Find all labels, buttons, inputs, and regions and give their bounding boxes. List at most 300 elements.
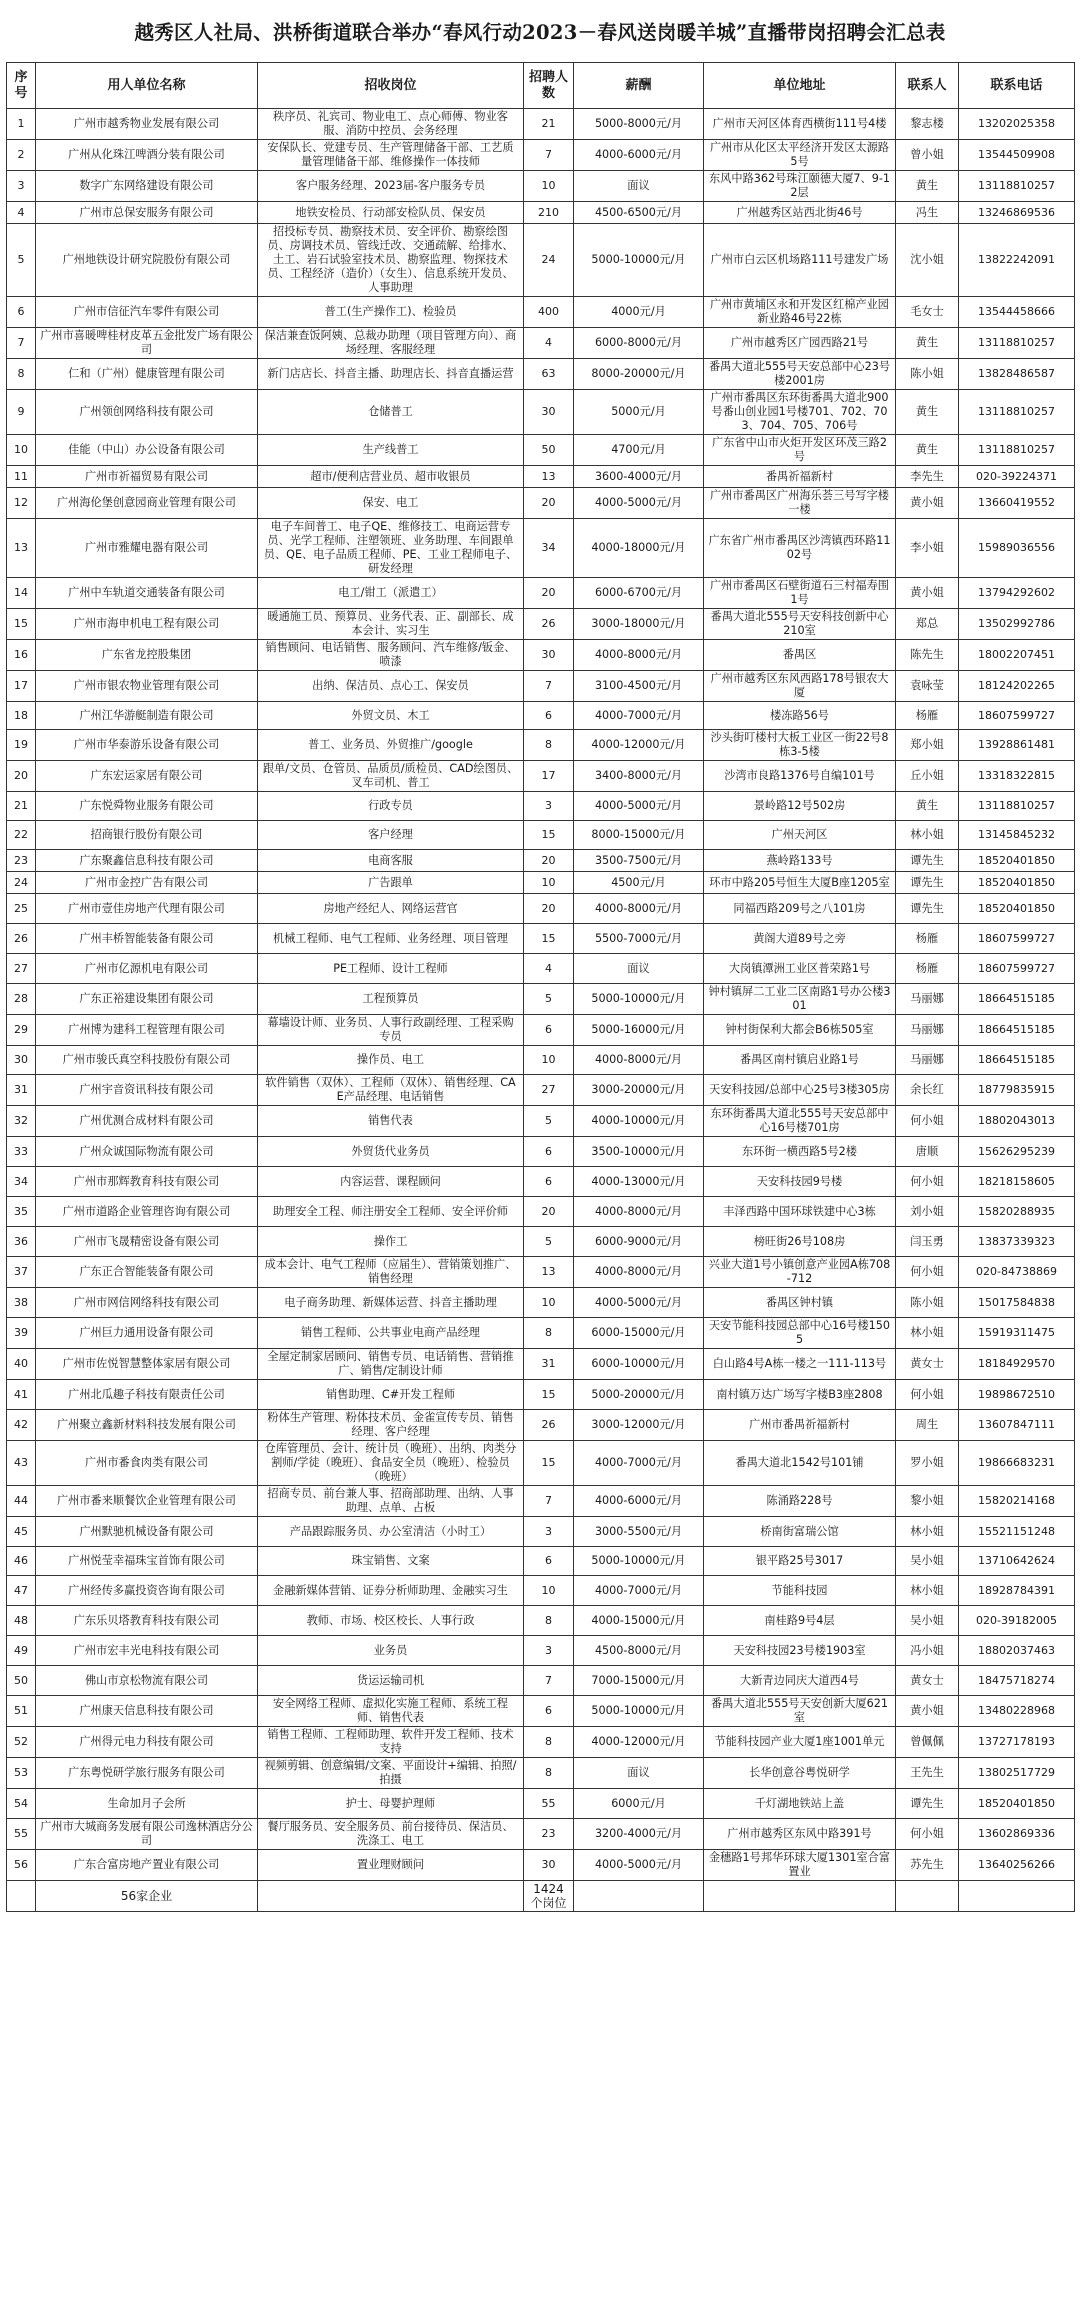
cell-positions: 产品跟踪服务员、办公室清洁（小时工）: [258, 1517, 524, 1547]
cell-phone: 15017584838: [959, 1288, 1075, 1318]
cell-positions: 置业理财顾问: [258, 1850, 524, 1881]
cell-address: 广州越秀区站西北街46号: [704, 202, 896, 224]
cell-positions: 暖通施工员、预算员、业务代表、正、副部长、成本会计、实习生: [258, 609, 524, 640]
cell-positions: 护士、母婴护理师: [258, 1789, 524, 1819]
cell-address: 兴业大道1号小镇创意产业园A栋708-712: [704, 1257, 896, 1288]
cell-index: 8: [7, 359, 36, 390]
cell-company: 广东粤悦研学旅行服务有限公司: [36, 1758, 258, 1789]
cell-index: 4: [7, 202, 36, 224]
cell-headcount: 8: [524, 1727, 574, 1758]
cell-company: 广州市华泰游乐设备有限公司: [36, 730, 258, 761]
cell-phone: 13822242091: [959, 224, 1075, 297]
cell-phone: 13660419552: [959, 488, 1075, 519]
cell-phone: 18607599727: [959, 924, 1075, 954]
cell-phone: 13145845232: [959, 821, 1075, 850]
header-salary: 薪酬: [574, 63, 704, 109]
cell-headcount: 4: [524, 954, 574, 984]
cell-salary: 4000-8000元/月: [574, 1257, 704, 1288]
table-row: [7, 1789, 1075, 1819]
cell-positions: 电商客服: [258, 850, 524, 872]
cell-index: 3: [7, 171, 36, 202]
table-row: [7, 466, 1075, 488]
table-row: [7, 872, 1075, 894]
cell-company: 广东正裕建设集团有限公司: [36, 984, 258, 1015]
cell-address: 番禺区钟村镇: [704, 1288, 896, 1318]
cell-address: 东环街一横西路5号2楼: [704, 1137, 896, 1167]
cell-company: 招商银行股份有限公司: [36, 821, 258, 850]
cell-phone: 15820288935: [959, 1197, 1075, 1227]
cell-headcount: 15: [524, 821, 574, 850]
table-row: [7, 761, 1075, 792]
cell-contact: 王先生: [896, 1758, 959, 1789]
cell-positions: 外贸文员、木工: [258, 702, 524, 730]
cell-positions: 销售代表: [258, 1106, 524, 1137]
cell-company: 生命加月子会所: [36, 1789, 258, 1819]
cell-index: 47: [7, 1576, 36, 1606]
cell-phone: 18607599727: [959, 702, 1075, 730]
cell-positions: 全屋定制家居顾问、销售专员、电话销售、营销推广、销售/定制设计师: [258, 1349, 524, 1380]
cell-phone: 020-39224371: [959, 466, 1075, 488]
cell-headcount: 20: [524, 894, 574, 924]
cell-address: 大岗镇潭洲工业区普荣路1号: [704, 954, 896, 984]
cell-address: 番禺区: [704, 640, 896, 671]
cell-contact: 黄生: [896, 328, 959, 359]
cell-headcount: 15: [524, 1441, 574, 1486]
cell-phone: 13828486587: [959, 359, 1075, 390]
cell-positions: 金融新媒体营销、证券分析师助理、金融实习生: [258, 1576, 524, 1606]
table-row: [7, 1075, 1075, 1106]
table-row: [7, 1666, 1075, 1696]
cell-index: 7: [7, 328, 36, 359]
cell-positions: 货运运输司机: [258, 1666, 524, 1696]
table-row: [7, 730, 1075, 761]
cell-headcount: 20: [524, 850, 574, 872]
cell-phone: 18184929570: [959, 1349, 1075, 1380]
table-row: [7, 1441, 1075, 1486]
cell-contact: 马丽娜: [896, 984, 959, 1015]
table-header-row: [7, 63, 1075, 109]
cell-headcount: 55: [524, 1789, 574, 1819]
cell-index: 18: [7, 702, 36, 730]
cell-headcount: 26: [524, 1410, 574, 1441]
cell-index: 53: [7, 1758, 36, 1789]
cell-index: 45: [7, 1517, 36, 1547]
cell-salary: 5000-8000元/月: [574, 109, 704, 140]
cell-phone: 020-84738869: [959, 1257, 1075, 1288]
cell-index: 33: [7, 1137, 36, 1167]
cell-index: 50: [7, 1666, 36, 1696]
cell-company: 广东聚鑫信息科技有限公司: [36, 850, 258, 872]
cell-index: 12: [7, 488, 36, 519]
cell-address: 金穗路1号邦华环球大厦1301室合富置业: [704, 1850, 896, 1881]
cell-company: 广州默驰机械设备有限公司: [36, 1517, 258, 1547]
table-row: [7, 702, 1075, 730]
table-row: [7, 1636, 1075, 1666]
cell-salary: 4000-7000元/月: [574, 1576, 704, 1606]
cell-salary: 6000元/月: [574, 1789, 704, 1819]
cell-phone: 18802037463: [959, 1636, 1075, 1666]
cell-headcount: 50: [524, 435, 574, 466]
cell-contact: 李先生: [896, 466, 959, 488]
cell-positions: 销售工程师、公共事业电商产品经理: [258, 1318, 524, 1349]
cell-contact: 林小姐: [896, 1318, 959, 1349]
cell-phone: 13802517729: [959, 1758, 1075, 1789]
cell-company: 广东合富房地产置业有限公司: [36, 1850, 258, 1881]
cell-phone: 13607847111: [959, 1410, 1075, 1441]
cell-contact: 李小姐: [896, 519, 959, 578]
cell-salary: 6000-9000元/月: [574, 1227, 704, 1257]
cell-index: 56: [7, 1850, 36, 1881]
table-row: [7, 1576, 1075, 1606]
cell-contact: 谭先生: [896, 1789, 959, 1819]
cell-salary: 面议: [574, 1758, 704, 1789]
header-address: 单位地址: [704, 63, 896, 109]
cell-phone: 15919311475: [959, 1318, 1075, 1349]
table-row: [7, 359, 1075, 390]
cell-company: 广州博为建科工程管理有限公司: [36, 1015, 258, 1046]
cell-phone: 13480228968: [959, 1696, 1075, 1727]
table-row: [7, 488, 1075, 519]
table-row: [7, 1257, 1075, 1288]
cell-contact: 冯小姐: [896, 1636, 959, 1666]
cell-salary: 3200-4000元/月: [574, 1819, 704, 1850]
cell-headcount: 63: [524, 359, 574, 390]
cell-index: 15: [7, 609, 36, 640]
cell-company: 广州巨力通用设备有限公司: [36, 1318, 258, 1349]
table-row: [7, 1850, 1075, 1881]
cell-company: 广东正合智能装备有限公司: [36, 1257, 258, 1288]
cell-phone: 18664515185: [959, 1015, 1075, 1046]
cell-company: 广州优测合成材料有限公司: [36, 1106, 258, 1137]
cell-address: 环市中路205号恒生大厦B座1205室: [704, 872, 896, 894]
cell-headcount: 30: [524, 390, 574, 435]
table-row: [7, 850, 1075, 872]
cell-index: 55: [7, 1819, 36, 1850]
cell-index: 29: [7, 1015, 36, 1046]
cell-address: 广东省广州市番禺区沙湾镇西环路1102号: [704, 519, 896, 578]
cell-salary: 面议: [574, 954, 704, 984]
table-row: [7, 1486, 1075, 1517]
cell-headcount: 8: [524, 730, 574, 761]
cell-company: 广州领创网络科技有限公司: [36, 390, 258, 435]
table-row: [7, 954, 1075, 984]
cell-phone: 13602869336: [959, 1819, 1075, 1850]
table-row: [7, 1758, 1075, 1789]
cell-contact: 刘小姐: [896, 1197, 959, 1227]
cell-address: 广州市越秀区东风西路178号银农大厦: [704, 671, 896, 702]
cell-headcount: 6: [524, 1696, 574, 1727]
cell-phone: 13502992786: [959, 609, 1075, 640]
cell-headcount: 3: [524, 1636, 574, 1666]
table-row: [7, 1015, 1075, 1046]
cell-positions: 仓储普工: [258, 390, 524, 435]
cell-salary: 5000元/月: [574, 390, 704, 435]
cell-contact: 黄女士: [896, 1666, 959, 1696]
cell-contact: 郑总: [896, 609, 959, 640]
cell-phone: 13118810257: [959, 328, 1075, 359]
cell-salary: 4000-5000元/月: [574, 488, 704, 519]
cell-index: 5: [7, 224, 36, 297]
cell-salary: 4000-6000元/月: [574, 140, 704, 171]
cell-phone: 18802043013: [959, 1106, 1075, 1137]
cell-contact: 杨雁: [896, 702, 959, 730]
cell-headcount: 24: [524, 224, 574, 297]
cell-salary: 4000-5000元/月: [574, 1288, 704, 1318]
cell-address: 广州市番禺祈福新村: [704, 1410, 896, 1441]
cell-address: 东环街番禺大道北555号天安总部中心16号楼701房: [704, 1106, 896, 1137]
header-phone: 联系电话: [959, 63, 1075, 109]
table-row: [7, 1046, 1075, 1075]
cell-positions: 销售工程师、工程师助理、软件开发工程师、技术支持: [258, 1727, 524, 1758]
table-row: [7, 984, 1075, 1015]
cell-company: 广州江华游艇制造有限公司: [36, 702, 258, 730]
cell-salary: 4500-6500元/月: [574, 202, 704, 224]
cell-headcount: 20: [524, 1197, 574, 1227]
table-row: [7, 1727, 1075, 1758]
cell-headcount: 8: [524, 1318, 574, 1349]
cell-headcount: 6: [524, 1015, 574, 1046]
cell-address: 沙头街叮楼村大板工业区一街22号8栋3-5楼: [704, 730, 896, 761]
footer-blank: [959, 1881, 1075, 1912]
cell-company: 广州市壹佳房地产代理有限公司: [36, 894, 258, 924]
cell-address: 燕岭路133号: [704, 850, 896, 872]
cell-headcount: 26: [524, 609, 574, 640]
cell-index: 37: [7, 1257, 36, 1288]
cell-salary: 4000-10000元/月: [574, 1106, 704, 1137]
cell-positions: 视频剪辑、创意编辑/文案、平面设计+编辑、拍照/拍摄: [258, 1758, 524, 1789]
footer-position-total: 1424个岗位: [524, 1881, 574, 1912]
cell-address: 番禺区南村镇启业路1号: [704, 1046, 896, 1075]
cell-phone: 18124202265: [959, 671, 1075, 702]
cell-phone: 15626295239: [959, 1137, 1075, 1167]
cell-address: 广州市白云区机场路111号建发广场: [704, 224, 896, 297]
cell-address: 同福西路209号之八101房: [704, 894, 896, 924]
cell-company: 广州市金控广告有限公司: [36, 872, 258, 894]
cell-address: 榜旺街26号108房: [704, 1227, 896, 1257]
table-row: [7, 578, 1075, 609]
table-row: [7, 297, 1075, 328]
cell-phone: 15820214168: [959, 1486, 1075, 1517]
cell-index: 52: [7, 1727, 36, 1758]
cell-salary: 3400-8000元/月: [574, 761, 704, 792]
cell-positions: 业务员: [258, 1636, 524, 1666]
cell-positions: 仓库管理员、会计、统计员（晚班）、出纳、肉类分割师/学徒（晚班）、食品安全员（晚班）、检验员（晚班）: [258, 1441, 524, 1486]
cell-headcount: 31: [524, 1349, 574, 1380]
table-row: [7, 1819, 1075, 1850]
cell-contact: 何小姐: [896, 1819, 959, 1850]
cell-salary: 4000-15000元/月: [574, 1606, 704, 1636]
cell-headcount: 10: [524, 1046, 574, 1075]
cell-address: 广州市番禺区广州海乐荟三号写字楼一楼: [704, 488, 896, 519]
cell-index: 22: [7, 821, 36, 850]
cell-headcount: 3: [524, 1517, 574, 1547]
cell-company: 广东乐贝塔教育科技有限公司: [36, 1606, 258, 1636]
cell-positions: 保洁兼查饭阿姨、总裁办助理（项目管理方向）、商场经理、客服经理: [258, 328, 524, 359]
cell-address: 天安节能科技园总部中心16号楼1505: [704, 1318, 896, 1349]
cell-positions: 销售助理、C#开发工程师: [258, 1380, 524, 1410]
cell-company: 广州市飞晟精密设备有限公司: [36, 1227, 258, 1257]
cell-positions: 房地产经纪人、网络运营官: [258, 894, 524, 924]
cell-address: 广东省中山市火炬开发区环茂三路2号: [704, 435, 896, 466]
cell-contact: 黄小姐: [896, 1696, 959, 1727]
cell-phone: 13544458666: [959, 297, 1075, 328]
cell-salary: 8000-20000元/月: [574, 359, 704, 390]
cell-address: 广州市番禺区东环街番禺大道北900号番山创业园1号楼701、702、703、704、705、706号: [704, 390, 896, 435]
cell-headcount: 23: [524, 1819, 574, 1850]
cell-company: 广州众诚国际物流有限公司: [36, 1137, 258, 1167]
cell-index: 19: [7, 730, 36, 761]
cell-positions: 跟单/文员、仓管员、品质员/质检员、CAD绘图员、叉车司机、普工: [258, 761, 524, 792]
cell-positions: 成本会计、电气工程师（应届生）、营销策划推广、销售经理: [258, 1257, 524, 1288]
cell-address: 节能科技园产业大厦1座1001单元: [704, 1727, 896, 1758]
table-row: [7, 792, 1075, 821]
cell-company: 佛山市京松物流有限公司: [36, 1666, 258, 1696]
table-row: [7, 390, 1075, 435]
page-title: 越秀区人社局、洪桥街道联合举办“春风行动2023－春风送岗暖羊城”直播带岗招聘会汇总表: [134, 21, 946, 44]
header-index: 序号: [7, 63, 36, 109]
cell-positions: 教师、市场、校区校长、人事行政: [258, 1606, 524, 1636]
cell-contact: 苏先生: [896, 1850, 959, 1881]
cell-address: 南桂路9号4层: [704, 1606, 896, 1636]
cell-company: 广州市祈福贸易有限公司: [36, 466, 258, 488]
cell-contact: 何小姐: [896, 1257, 959, 1288]
cell-company: 广州市佐悦智慧整体家居有限公司: [36, 1349, 258, 1380]
cell-index: 25: [7, 894, 36, 924]
cell-salary: 4000-12000元/月: [574, 1727, 704, 1758]
cell-positions: 客户经理: [258, 821, 524, 850]
table-row: [7, 109, 1075, 140]
cell-headcount: 3: [524, 792, 574, 821]
cell-contact: 谭先生: [896, 850, 959, 872]
cell-headcount: 15: [524, 924, 574, 954]
cell-address: 东风中路362号珠江颐德大厦7、9-12层: [704, 171, 896, 202]
cell-index: 13: [7, 519, 36, 578]
cell-phone: 13928861481: [959, 730, 1075, 761]
cell-index: 30: [7, 1046, 36, 1075]
table-row: [7, 435, 1075, 466]
cell-headcount: 34: [524, 519, 574, 578]
cell-salary: 6000-15000元/月: [574, 1318, 704, 1349]
footer-blank: [258, 1881, 524, 1912]
cell-headcount: 5: [524, 984, 574, 1015]
cell-company: 广州中车轨道交通装备有限公司: [36, 578, 258, 609]
cell-address: 节能科技园: [704, 1576, 896, 1606]
cell-positions: 普工(生产操作工)、检验员: [258, 297, 524, 328]
cell-address: 番禺大道北555号天安创新大厦621室: [704, 1696, 896, 1727]
cell-headcount: 10: [524, 872, 574, 894]
cell-contact: 谭先生: [896, 872, 959, 894]
cell-address: 广州市越秀区广园西路21号: [704, 328, 896, 359]
cell-phone: 18002207451: [959, 640, 1075, 671]
cell-address: 天安科技园23号楼1903室: [704, 1636, 896, 1666]
cell-salary: 3500-10000元/月: [574, 1137, 704, 1167]
cell-address: 广州市黄埔区永和开发区红棉产业园新业路46号22栋: [704, 297, 896, 328]
cell-contact: 余长红: [896, 1075, 959, 1106]
cell-positions: 电工/钳工（派遣工）: [258, 578, 524, 609]
cell-contact: 林小姐: [896, 821, 959, 850]
cell-salary: 4000元/月: [574, 297, 704, 328]
cell-positions: 外贸货代业务员: [258, 1137, 524, 1167]
cell-headcount: 27: [524, 1075, 574, 1106]
cell-address: 天安科技园9号楼: [704, 1167, 896, 1197]
cell-phone: 13246869536: [959, 202, 1075, 224]
cell-positions: 客户服务经理、2023届-客户服务专员: [258, 171, 524, 202]
cell-salary: 4000-8000元/月: [574, 894, 704, 924]
recruitment-table: [6, 62, 1075, 1912]
cell-phone: 13318322815: [959, 761, 1075, 792]
cell-contact: 沈小姐: [896, 224, 959, 297]
cell-address: 桥南街富瑞公馆: [704, 1517, 896, 1547]
cell-salary: 6000-8000元/月: [574, 328, 704, 359]
cell-index: 41: [7, 1380, 36, 1410]
cell-contact: 黎志楼: [896, 109, 959, 140]
cell-headcount: 6: [524, 1167, 574, 1197]
cell-salary: 4000-8000元/月: [574, 1197, 704, 1227]
cell-contact: 马丽娜: [896, 1015, 959, 1046]
cell-index: 48: [7, 1606, 36, 1636]
cell-phone: 15989036556: [959, 519, 1075, 578]
cell-salary: 4000-18000元/月: [574, 519, 704, 578]
cell-phone: 15521151248: [959, 1517, 1075, 1547]
cell-index: 46: [7, 1547, 36, 1576]
cell-contact: 林小姐: [896, 1576, 959, 1606]
cell-index: 49: [7, 1636, 36, 1666]
cell-index: 54: [7, 1789, 36, 1819]
cell-contact: 曾佩佩: [896, 1727, 959, 1758]
cell-company: 广州市道路企业管理咨询有限公司: [36, 1197, 258, 1227]
cell-headcount: 20: [524, 488, 574, 519]
cell-company: 广州市银农物业管理有限公司: [36, 671, 258, 702]
cell-index: 9: [7, 390, 36, 435]
cell-headcount: 7: [524, 671, 574, 702]
cell-company: 广州得元电力科技有限公司: [36, 1727, 258, 1758]
cell-headcount: 4: [524, 328, 574, 359]
cell-company: 广东省龙控股集团: [36, 640, 258, 671]
cell-contact: 袁咏莹: [896, 671, 959, 702]
cell-company: 广州经传多赢投资咨询有限公司: [36, 1576, 258, 1606]
header-positions: 招收岗位: [258, 63, 524, 109]
cell-index: 31: [7, 1075, 36, 1106]
cell-phone: 18607599727: [959, 954, 1075, 984]
cell-phone: 13118810257: [959, 792, 1075, 821]
cell-headcount: 7: [524, 1486, 574, 1517]
footer-blank: [896, 1881, 959, 1912]
cell-phone: 19898672510: [959, 1380, 1075, 1410]
cell-index: 26: [7, 924, 36, 954]
cell-company: 广州悦莹幸福珠宝首饰有限公司: [36, 1547, 258, 1576]
cell-headcount: 8: [524, 1606, 574, 1636]
cell-company: 广州市亿源机电有限公司: [36, 954, 258, 984]
cell-company: 广州康天信息科技有限公司: [36, 1696, 258, 1727]
cell-salary: 4000-8000元/月: [574, 1046, 704, 1075]
cell-salary: 3100-4500元/月: [574, 671, 704, 702]
cell-company: 广州市骏氏真空科技股份有限公司: [36, 1046, 258, 1075]
cell-phone: 13710642624: [959, 1547, 1075, 1576]
cell-contact: 曾小姐: [896, 140, 959, 171]
table-row: [7, 1106, 1075, 1137]
cell-address: 黄阁大道89号之旁: [704, 924, 896, 954]
cell-positions: 招商专员、前台兼人事、招商部助理、出纳、人事助理、点单、占板: [258, 1486, 524, 1517]
cell-company: 佳能（中山）办公设备有限公司: [36, 435, 258, 466]
cell-contact: 黄小姐: [896, 578, 959, 609]
cell-salary: 4500-8000元/月: [574, 1636, 704, 1666]
cell-headcount: 7: [524, 140, 574, 171]
cell-contact: 林小姐: [896, 1517, 959, 1547]
cell-positions: 餐厅服务员、安全服务员、前台接待员、保洁员、洗涤工、电工: [258, 1819, 524, 1850]
cell-contact: 黄生: [896, 390, 959, 435]
cell-address: 长华创意谷粤悦研学: [704, 1758, 896, 1789]
cell-phone: 18520401850: [959, 1789, 1075, 1819]
